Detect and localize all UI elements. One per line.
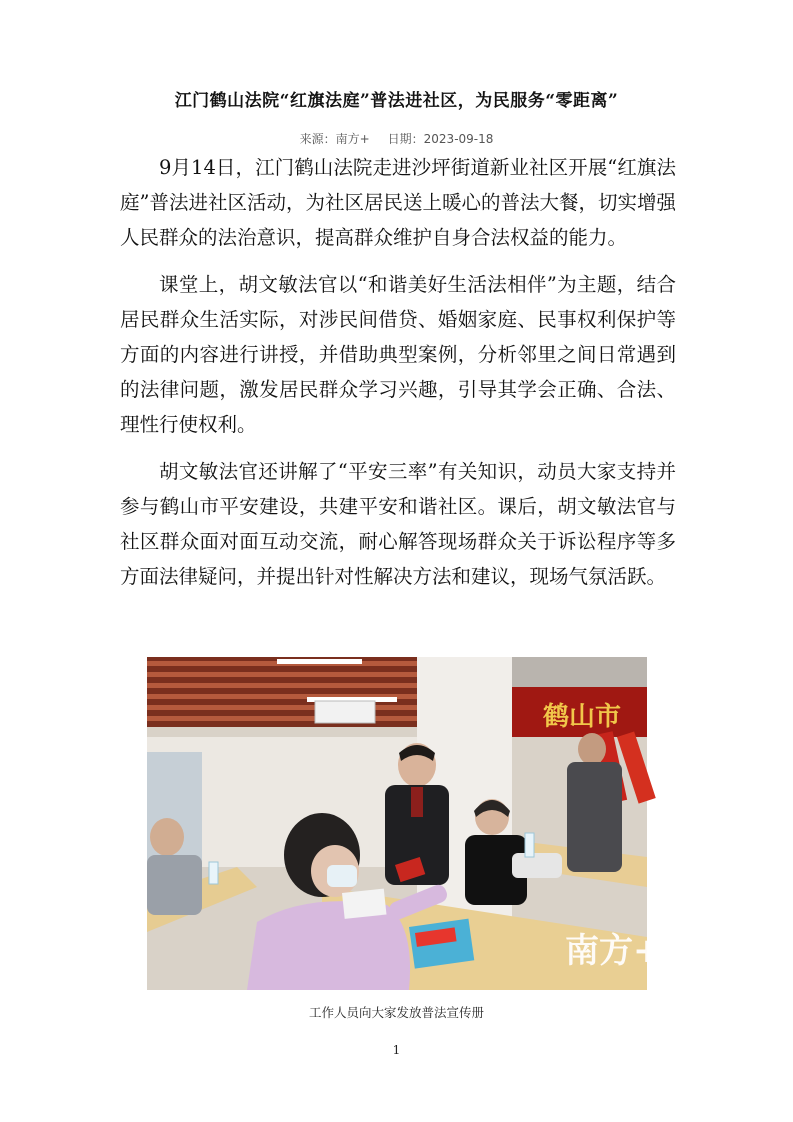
paragraph-3: 胡文敏法官还讲解了“平安三率”有关知识，动员大家支持并参与鹤山市平安建设，共建平安和谐社区。课后，胡文敏法官与社区群众面对面互动交流，耐心解答现场群众关于诉讼程序等多方面法律疑问，并提出针对性解决方法和建议，现场气氛活跃。	[120, 460, 676, 588]
date-label: 日期：2023-09-18	[387, 132, 494, 146]
wall-sign-text: 鹤山市	[542, 702, 622, 732]
paragraph-1: 9月14日，江门鹤山法院走进沙坪街道新业社区开展“红旗法庭”普法进社区活动，为社区居民送上暖心的普法大餐，切实增强人民群众的法治意识，提高群众维护自身合法权益的能力。	[120, 156, 676, 249]
article-title: 江门鹤山法院“红旗法庭”普法进社区，为民服务“零距离”	[174, 91, 619, 111]
event-photo	[147, 657, 662, 990]
article-meta	[0, 130, 793, 147]
source-label: 来源：南方+	[299, 132, 370, 146]
photo-watermark: 南方+	[565, 931, 662, 971]
photo-caption: 工作人员向大家发放普法宣传册	[308, 1005, 484, 1020]
article-body	[120, 150, 676, 606]
page-number: 1	[392, 1043, 401, 1057]
paragraph-2: 课堂上，胡文敏法官以“和谐美好生活法相伴”为主题，结合居民群众生活实际，对涉民间借贷、婚姻家庭、民事权利保护等方面的内容进行讲授，并借助典型案例，分析邻里之间日常遇到的法律问题，激发居民群众学习兴趣，引导其学会正确、合法、理性行使权利。	[120, 273, 676, 436]
